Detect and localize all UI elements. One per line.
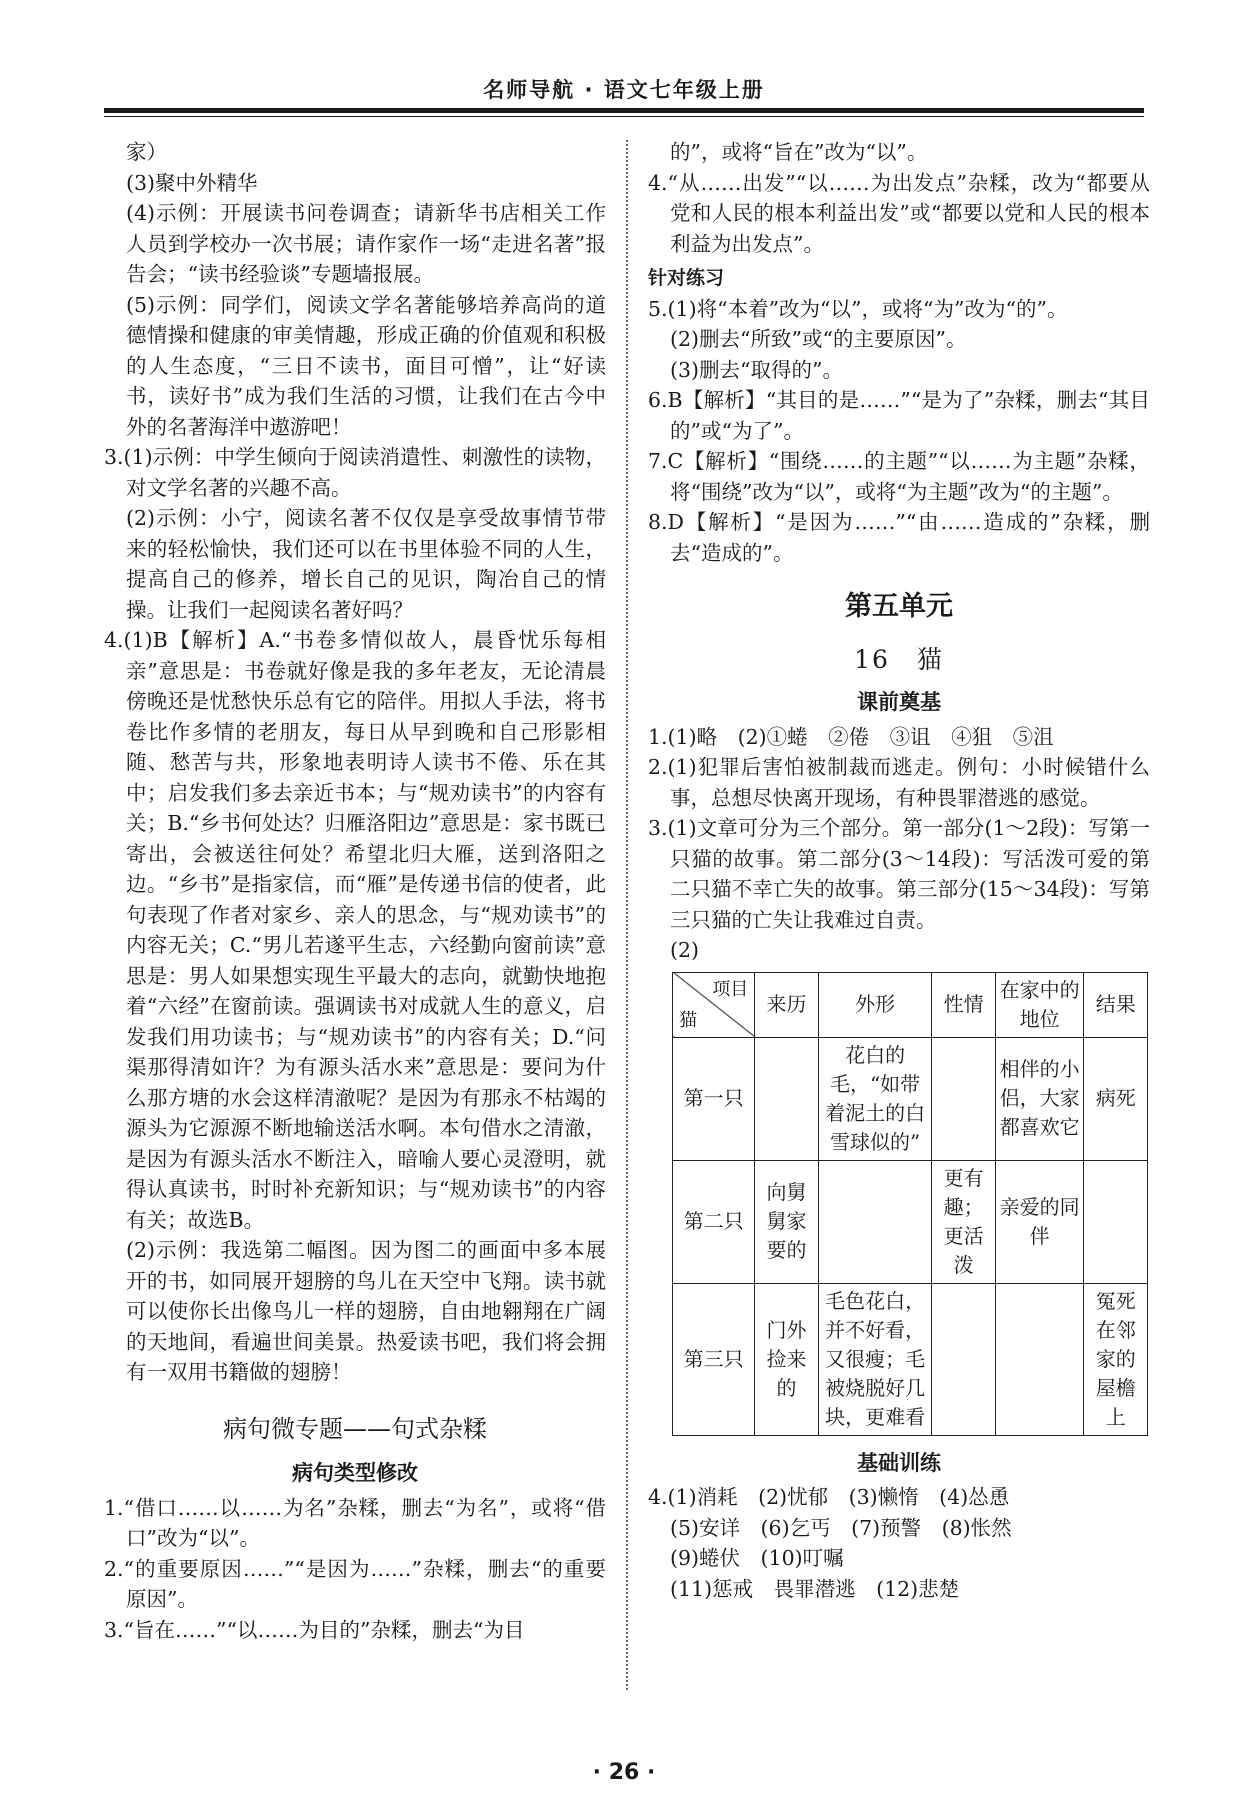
answer-line: (11)惩戒 畏罪潜逃 (12)悲楚 <box>670 1576 960 1601</box>
unit-title: 第五单元 <box>845 591 953 622</box>
table-cell: 门外捡来的 <box>755 1283 819 1435</box>
table-header: 结果 <box>1084 972 1148 1037</box>
table-cell <box>995 1283 1084 1435</box>
table-cell: 第二只 <box>673 1160 755 1283</box>
answer-item: 7.C【解析】“围绕……的主题”“以……为主题”杂糅，将“围绕”改为“以”，或将“为主题”改为“的主题”。 <box>648 449 1150 504</box>
answer-line: (3)删去“取得的”。 <box>670 357 843 382</box>
table-header: 外形 <box>818 972 932 1037</box>
answer-item: 6.B【解析】“其目的是……”“是为了”杂糅，删去“其目的”或“为了”。 <box>648 388 1150 443</box>
table-cell: 第三只 <box>673 1283 755 1435</box>
answer-line: (3)聚中外精华 <box>126 170 258 195</box>
table-row <box>673 1037 1148 1160</box>
answer-item: 2.(1)犯罪后害怕被制裁而逃走。例句：小时候错什么事，总想尽快离开现场，有种畏罪潜逃的感觉。 <box>648 755 1150 810</box>
left-column <box>104 137 606 1645</box>
table-header-row <box>673 972 1148 1037</box>
subheading: 病句类型修改 <box>292 1461 418 1485</box>
table-corner-cell <box>673 972 755 1037</box>
header-rule-thick <box>104 108 1144 113</box>
table-cell <box>1084 1160 1148 1283</box>
table-cell: 向舅舅家要的 <box>755 1160 819 1283</box>
answer-line: (2) <box>670 938 700 962</box>
answer-item: 3.(1)示例：中学生倾向于阅读消遣性、刺激性的读物，对文学名著的兴趣不高。 <box>104 445 606 500</box>
table-cell <box>755 1037 819 1160</box>
running-header: 名师导航 · 语文七年级上册 <box>483 78 765 102</box>
answer-line: (5)示例：同学们，阅读文学名著能够培养高尚的道德情操和健康的审美情趣，形成正确的价值观和积极的人生态度，“三日不读书，面目可憎”，让“好读书，读好书”成为我们生活的习惯，让我们在古今中外的名著海洋中遨游吧！ <box>126 292 606 439</box>
answer-line: (9)蜷伏 (10)叮嘱 <box>670 1546 844 1570</box>
column-divider <box>626 140 628 1690</box>
table-header: 在家中的地位 <box>995 972 1084 1037</box>
answer-item: 8.D【解析】“是因为……”“由……造成的”杂糅，删去“造成的”。 <box>648 510 1150 565</box>
answer-item: 1.(1)略 (2)①蜷 ②倦 ③诅 ④狙 ⑤沮 <box>648 724 1054 749</box>
answer-line: (2)删去“所致”或“的主要原因”。 <box>670 327 967 351</box>
answer-item: 3.(1)文章可分为三个部分。第一部分(1～2段)：写第一只猫的故事。第二部分(3～14段)：写活泼可爱的第二只猫不幸亡失的故事。第三部分(15～34段)：写第三只猫的亡失让我难过自责。 <box>648 816 1150 932</box>
cat-comparison-table <box>672 972 1148 1436</box>
answer-item: 1.“借口……以……为名”杂糅，删去“为名”，或将“借口”改为“以”。 <box>104 1495 606 1550</box>
topic-title: 病句微专题——句式杂糅 <box>223 1414 487 1443</box>
answer-line: (5)安详 (6)乞丐 (7)预警 (8)怅然 <box>670 1515 1012 1540</box>
table-cell: 花白的毛，“如带着泥土的白雪球似的” <box>818 1037 932 1160</box>
answer-line: (2)示例：我选第二幅图。因为图二的画面中多本展开的书，如同展开翅膀的鸟儿在天空中飞翔。读书就可以使你长出像鸟儿一样的翅膀，自由地翱翔在广阔的天地间，看遍世间美景。热爱读书吧，我们将会拥有一双用书籍做的翅膀！ <box>126 1238 606 1384</box>
training-heading: 基础训练 <box>857 1450 941 1475</box>
table-cell: 毛色花白，并不好看，又很瘦；毛被烧脱好几块，更难看 <box>818 1283 932 1435</box>
table-cell: 冤死在邻家的屋檐上 <box>1084 1283 1148 1435</box>
answer-item: 4.“从……出发”“以……为出发点”杂糅，改为“都要从党和人民的根本利益出发”或“都要以党和人民的根本利益为出发点”。 <box>648 170 1150 256</box>
table-header: 性情 <box>932 972 996 1037</box>
table-cell: 病死 <box>1084 1037 1148 1160</box>
table-cell <box>932 1283 996 1435</box>
header-rule-thin <box>104 116 1144 117</box>
answer-item: 5.(1)将“本着”改为“以”，或将“为”改为“的”。 <box>648 296 1068 321</box>
answer-line: 家） <box>126 140 167 164</box>
table-cell <box>932 1037 996 1160</box>
table-cell: 更有趣；更活泼 <box>932 1160 996 1283</box>
corner-label-bottom: 猫 <box>679 1009 697 1031</box>
table-header: 来历 <box>755 972 819 1037</box>
answer-line: 的”，或将“旨在”改为“以”。 <box>670 140 928 164</box>
table-cell: 第一只 <box>673 1037 755 1160</box>
answer-item: 3.“旨在……”“以……为目的”杂糅，删去“为目 <box>104 1617 525 1642</box>
table-cell: 亲爱的同伴 <box>995 1160 1084 1283</box>
table-cell: 相伴的小侣，大家都喜欢它 <box>995 1037 1084 1160</box>
corner-label-top: 项目 <box>712 978 749 1000</box>
table-row <box>673 1160 1148 1283</box>
table-cell <box>818 1160 932 1283</box>
answer-line: (4)示例：开展读书问卷调查；请新华书店相关工作人员到学校办一次书展；请作家作一场“走进名著”报告会；“读书经验谈”专题墙报展。 <box>126 201 606 286</box>
answer-item: 4.(1)消耗 (2)忧郁 (3)懒惰 (4)怂恿 <box>648 1485 1010 1509</box>
page-number: · 26 · <box>592 1760 656 1785</box>
answer-item: 4.(1)B【解析】A.“书卷多情似故人，晨昏忧乐每相亲”意思是：书卷就好像是我的多年老友，无论清晨傍晚还是忧愁快乐总有它的陪伴。用拟人手法，将书卷比作多情的老朋友，每日从早到晚和自己形影相随、愁苦与共，形象地表明诗人读书不倦、乐在其中；启发我们多去亲近书本；与“规劝读书”的内容有关；B.“乡书何处达？归雁洛阳边”意思是：家书既已寄出，会被送往何处？希望北归大雁，送到洛阳之边。“乡书”是指家信，而“雁”是传递书信的使者，此句表现了作者对家乡、亲人的思念，与“规劝读书”的内容无关；C.“男儿若遂平生志，六经勤向窗前读”意思是：男人如果想实现生平最大的志向，就勤快地抱着“六经”在窗前读。强调读书对成就人生的意义，启发我们用功读书；与“规劝读书”的内容有关；D.“问渠那得清如许？为有源头活水来”意思是：要问为什么那方塘的水会这样清澈呢？是因为有那永不枯竭的源头为它源源不断地输送活水啊。本句借水之清澈，是因为有源头活水不断注入，暗喻人要心灵澄明，就得认真读书，时时补充新知识；与“规劝读书”的内容有关；故选B。 <box>104 628 606 1232</box>
practice-heading: 针对练习 <box>648 267 725 289</box>
lesson-title: 16 猫 <box>854 644 944 674</box>
answer-item: 2.“的重要原因……”“是因为……”杂糅，删去“的重要原因”。 <box>104 1556 606 1611</box>
prelesson-heading: 课前奠基 <box>857 690 941 714</box>
right-column <box>648 137 1150 1604</box>
answer-line: (2)示例：小宁，阅读名著不仅仅是享受故事情节带来的轻松愉快，我们还可以在书里体验不同的人生，提高自己的修养，增长自己的见识，陶冶自己的情操。让我们一起阅读名著好吗？ <box>126 506 606 622</box>
table-row <box>673 1283 1148 1435</box>
